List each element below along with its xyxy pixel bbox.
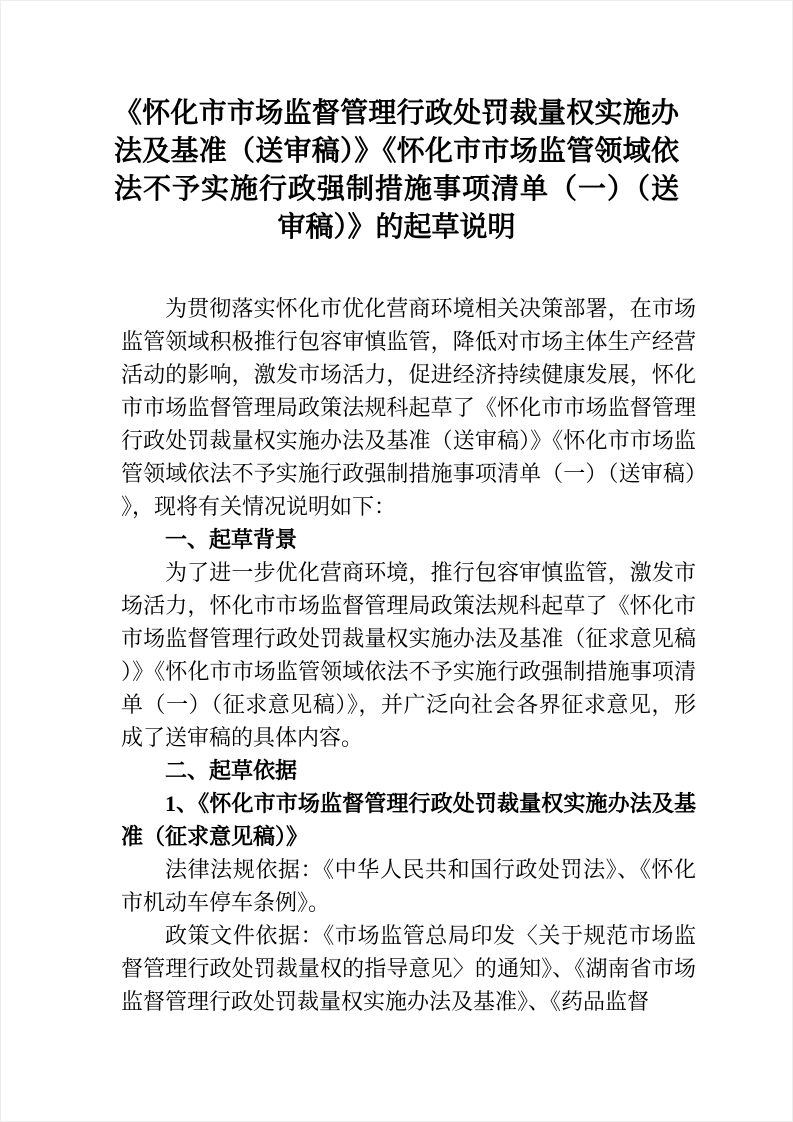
section-heading: 二、起草依据: [165, 758, 298, 783]
paragraph: 政策文件依据：《市场监管总局印发〈关于规范市场监督管理行政处罚裁量权的指导意见〉的通知》、《湖南省市场监督管理行政处罚裁量权实施办法及基准》、《药品监督: [121, 923, 696, 1014]
paragraph: 为了进一步优化营商环境，推行包容审慎监管，激发市场活力，怀化市市场监督管理局政策法规科起草了《怀化市市场监督管理行政处罚裁量权实施办法及基准（征求意见稿）》《怀化市市场监管领域依法不予实施行政强制措施事项清单（一）（征求意见稿）》，并广泛向社会各界征求意见，形成了送审稿的具体内容。: [121, 560, 696, 750]
document-title: 《怀化市市场监督管理行政处罚裁量权实施办法及基准（送审稿）》《怀化市市场监管领域依法不予实施行政强制措施事项清单（一）（送审稿）》的起草说明: [114, 97, 679, 242]
document-body: [121, 292, 696, 1018]
paragraph: 为贯彻落实怀化市优化营商环境相关决策部署，在市场监管领域积极推行包容审慎监管，降低对市场主体生产经营活动的影响，激发市场活力，促进经济持续健康发展，怀化市市场监督管理局政策法规科起草了《怀化市市场监督管理行政处罚裁量权实施办法及基准（送审稿）》《怀化市市场监管领域依法不予实施行政强制措施事项清单（一）（送审稿）》，现将有关情况说明如下：: [121, 296, 696, 519]
subsection-heading: 1、《怀化市市场监督管理行政处罚裁量权实施办法及基准（征求意见稿）》: [121, 791, 696, 849]
paragraph: 法律法规依据：《中华人民共和国行政处罚法》、《怀化市机动车停车条例》。: [121, 857, 696, 915]
section-heading: 一、起草背景: [165, 527, 298, 552]
